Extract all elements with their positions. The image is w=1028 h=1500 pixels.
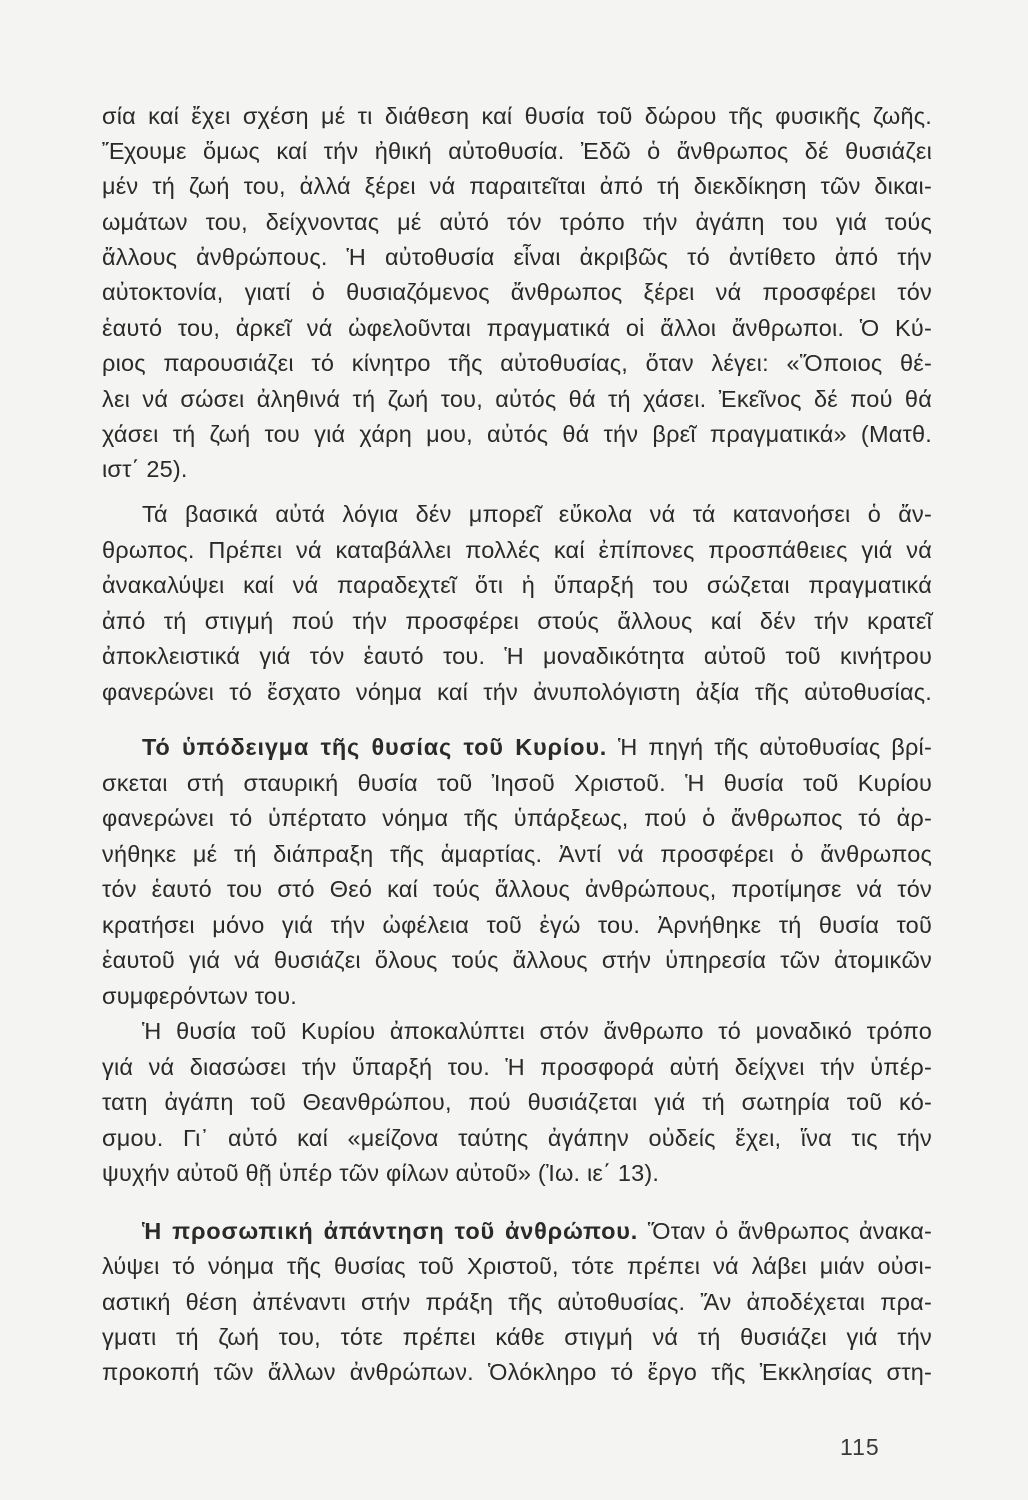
- section-heading-line: [102, 1215, 932, 1247]
- text-line: μέν τή ζωή του, ἀλλά ξέρει νά παραιτεῖται ἀπό τή διεκδίκηση τῶν δικαι-: [102, 173, 932, 199]
- text-line: ωμάτων του, δείχνοντας μέ αὐτό τόν τρόπο τήν ἀγάπη του γιά τούς: [102, 209, 932, 235]
- text-line: ριος παρουσιάζει τό κίνητρο τῆς αὐτοθυσίας, ὅταν λέγει: «Ὅποιος θέ-: [102, 350, 932, 376]
- paragraph-start-line: Τά βασικά αὐτά λόγια δέν μπορεῖ εὔκολα νά τά κατανοήσει ὁ ἄν-: [142, 501, 932, 527]
- text-line: χάσει τή ζωή του γιά χάρη μου, αὐτός θά τήν βρεῖ πραγματικά» (Ματθ.: [102, 421, 932, 447]
- text-line: σμου. Γι᾿ αὐτό καί «μείζονα ταύτης ἀγάπην οὐδείς ἔχει, ἵνα τις τήν: [102, 1125, 932, 1151]
- section-heading-personal-response: Ἡ προσωπική ἀπάντηση τοῦ ἀνθρώπου.: [142, 1218, 639, 1244]
- paragraph-start-line: Ἡ θυσία τοῦ Κυρίου ἀποκαλύπτει στόν ἄνθρωπο τό μοναδικό τρόπο: [142, 1018, 932, 1044]
- page-number: 115: [840, 1434, 880, 1460]
- text-line: ἄλλους ἀνθρώπους. Ἡ αὐτοθυσία εἶναι ἀκριβῶς τό ἀντίθετο ἀπό τήν: [102, 244, 932, 270]
- text-line: ἀνακαλύψει καί νά παραδεχτεῖ ὅτι ἡ ὕπαρξή του σώζεται πραγματικά: [102, 572, 932, 598]
- section-heading-line: [102, 731, 932, 763]
- text-line: ἀπό τή στιγμή πού τήν προσφέρει στούς ἄλλους καί δέν τήν κρατεῖ: [102, 608, 932, 634]
- text-line: συμφερόντων του.: [102, 983, 297, 1009]
- text-line: ἑαυτό του, ἀρκεῖ νά ὠφελοῦνται πραγματικά οἱ ἄλλοι ἄνθρωποι. Ὁ Κύ-: [102, 315, 932, 341]
- text-line: φανερώνει τό ὑπέρτατο νόημα τῆς ὑπάρξεως, πού ὁ ἄνθρωπος τό ἀρ-: [102, 805, 932, 831]
- text-line: αὐτοκτονία, γιατί ὁ θυσιαζόμενος ἄνθρωπος ξέρει νά προσφέρει τόν: [102, 279, 932, 305]
- text-line: αστική θέση ἀπέναντι στήν πράξη τῆς αὐτοθυσίας. Ἄν ἀποδέχεται πρα-: [102, 1289, 932, 1315]
- text-line: σκεται στή σταυρική θυσία τοῦ Ἰησοῦ Χριστοῦ. Ἡ θυσία τοῦ Κυρίου: [102, 770, 932, 796]
- text-line: κρατήσει μόνο γιά τήν ὠφέλεια τοῦ ἐγώ του. Ἀρνήθηκε τή θυσία τοῦ: [102, 912, 932, 938]
- text-line: τόν ἑαυτό του στό Θεό καί τούς ἄλλους ἀνθρώπους, προτίμησε νά τόν: [102, 876, 932, 902]
- heading-continuation-text: Ἡ πηγή τῆς αὐτοθυσίας βρί-: [618, 734, 933, 760]
- text-line: λει νά σώσει ἀληθινά τή ζωή του, αὐτός θά τή χάσει. Ἐκεῖνος δέ πού θά: [102, 386, 932, 412]
- text-line: γιά νά διασώσει τήν ὕπαρξή του. Ἡ προσφορά αὐτή δείχνει τήν ὑπέρ-: [102, 1054, 932, 1080]
- text-line: ιστ΄ 25).: [102, 456, 188, 482]
- text-line: τατη ἀγάπη τοῦ Θεανθρώπου, πού θυσιάζεται γιά τή σωτηρία τοῦ κό-: [102, 1089, 932, 1115]
- text-line: νήθηκε μέ τή διάπραξη τῆς ἁμαρτίας. Ἀντί νά προσφέρει ὁ ἄνθρωπος: [102, 841, 932, 867]
- section-heading-sacrifice-example: Τό ὑπόδειγμα τῆς θυσίας τοῦ Κυρίου.: [142, 734, 608, 760]
- text-line: γματι τή ζωή του, τότε πρέπει κάθε στιγμή νά τή θυσιάζει γιά τήν: [102, 1324, 932, 1350]
- text-line: ἀποκλειστικά γιά τόν ἑαυτό του. Ἡ μοναδικότητα αὐτοῦ τοῦ κινήτρου: [102, 643, 932, 669]
- text-line: σία καί ἔχει σχέση μέ τι διάθεση καί θυσία τοῦ δώρου τῆς φυσικῆς ζωῆς.: [102, 103, 932, 129]
- text-line: φανερώνει τό ἔσχατο νόημα καί τήν ἀνυπολόγιστη ἀξία τῆς αὐτοθυσίας.: [102, 679, 932, 705]
- text-line: λύψει τό νόημα τῆς θυσίας τοῦ Χριστοῦ, τότε πρέπει νά λάβει μιάν οὐσι-: [102, 1253, 932, 1279]
- heading-continuation-text: Ὅταν ὁ ἄνθρωπος ἀνακα-: [647, 1218, 933, 1244]
- text-line: Ἔχουμε ὅμως καί τήν ἠθική αὐτοθυσία. Ἐδῶ ὁ ἄνθρωπος δέ θυσιάζει: [102, 138, 932, 164]
- text-line: ψυχήν αὐτοῦ θῇ ὑπέρ τῶν φίλων αὐτοῦ» (Ἰω. ιε΄ 13).: [102, 1160, 660, 1186]
- text-line: ἑαυτοῦ γιά νά θυσιάζει ὅλους τούς ἄλλους στήν ὑπηρεσία τῶν ἀτομικῶν: [102, 947, 932, 973]
- text-line: θρωπος. Πρέπει νά καταβάλλει πολλές καί ἐπίπονες προσπάθειες γιά νά: [102, 537, 932, 563]
- text-line: προκοπή τῶν ἄλλων ἀνθρώπων. Ὁλόκληρο τό ἔργο τῆς Ἐκκλησίας στη-: [102, 1359, 932, 1385]
